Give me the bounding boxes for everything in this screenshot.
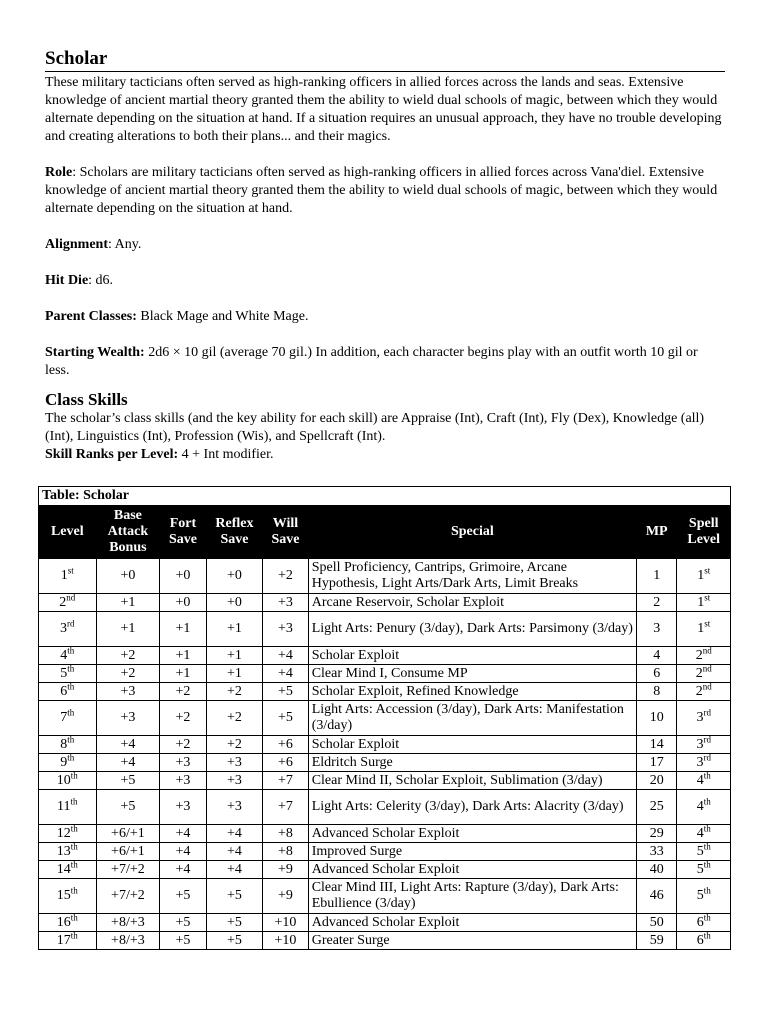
cell-special: Advanced Scholar Exploit: [308, 861, 636, 879]
cell-special: Scholar Exploit: [308, 647, 636, 665]
cell-will: +9: [263, 861, 308, 879]
cell-fort: +4: [160, 843, 206, 861]
cell-bab: +1: [96, 612, 160, 647]
cell-fort: +5: [160, 932, 206, 950]
table-row: [39, 701, 731, 736]
cell-level: 3rd: [39, 612, 97, 647]
cell-mp: 25: [637, 790, 677, 825]
page-title: Scholar: [45, 48, 725, 72]
cell-bab: +2: [96, 647, 160, 665]
cell-will: +3: [263, 594, 308, 612]
hit-die-label: Hit Die: [45, 273, 89, 288]
cell-special: Clear Mind II, Scholar Exploit, Sublimation (3/day): [308, 772, 636, 790]
cell-special: Light Arts: Accession (3/day), Dark Arts: Manifestation (3/day): [308, 701, 636, 736]
header-mp: MP: [637, 506, 677, 559]
alignment-paragraph: [45, 236, 725, 254]
hit-die-text: : d6.: [88, 273, 114, 288]
scholar-table: [38, 486, 731, 950]
cell-reflex: +1: [206, 647, 263, 665]
cell-mp: 59: [637, 932, 677, 950]
cell-fort: +1: [160, 612, 206, 647]
cell-spell-level: 5th: [677, 861, 731, 879]
cell-reflex: +4: [206, 825, 263, 843]
cell-special: Greater Surge: [308, 932, 636, 950]
cell-will: +5: [263, 683, 308, 701]
cell-level: 16th: [39, 914, 97, 932]
cell-will: +10: [263, 932, 308, 950]
cell-mp: 40: [637, 861, 677, 879]
table-row: [39, 683, 731, 701]
cell-bab: +0: [96, 559, 160, 594]
cell-spell-level: 6th: [677, 932, 731, 950]
cell-fort: +4: [160, 825, 206, 843]
cell-fort: +2: [160, 736, 206, 754]
cell-will: +6: [263, 736, 308, 754]
table-row: [39, 843, 731, 861]
class-skills-heading: Class Skills: [45, 390, 128, 409]
parent-classes-paragraph: [45, 308, 725, 326]
cell-level: 14th: [39, 861, 97, 879]
alignment-text: : Any.: [108, 237, 142, 252]
cell-reflex: +5: [206, 879, 263, 914]
cell-reflex: +1: [206, 612, 263, 647]
intro-paragraph: These military tacticians often served as high-ranking officers in allied forces across the lands and seas. Extensive knowledge of ancient martial theory granted them the ability to wield dual schools of magic, between which they would alternate depending on the situation at hand. If a situation requires an unusual approach, they have no trouble developing and creating alterations to both their plans... and their magics.: [45, 75, 722, 144]
cell-level: 7th: [39, 701, 97, 736]
cell-will: +6: [263, 754, 308, 772]
cell-mp: 6: [637, 665, 677, 683]
cell-level: 10th: [39, 772, 97, 790]
cell-reflex: +5: [206, 932, 263, 950]
cell-bab: +1: [96, 594, 160, 612]
cell-will: +4: [263, 665, 308, 683]
cell-level: 8th: [39, 736, 97, 754]
cell-reflex: +3: [206, 772, 263, 790]
table-row: [39, 594, 731, 612]
cell-reflex: +4: [206, 861, 263, 879]
cell-fort: +2: [160, 683, 206, 701]
table-row: [39, 825, 731, 843]
cell-reflex: +4: [206, 843, 263, 861]
hit-die-paragraph: [45, 272, 725, 290]
skill-ranks-paragraph: [45, 446, 725, 464]
cell-special: Eldritch Surge: [308, 754, 636, 772]
cell-fort: +5: [160, 914, 206, 932]
skill-ranks-label: Skill Ranks per Level:: [45, 447, 179, 462]
table-row: [39, 612, 731, 647]
cell-mp: 46: [637, 879, 677, 914]
cell-bab: +6/+1: [96, 843, 160, 861]
cell-spell-level: 1st: [677, 594, 731, 612]
cell-spell-level: 1st: [677, 559, 731, 594]
cell-fort: +0: [160, 559, 206, 594]
cell-will: +8: [263, 843, 308, 861]
cell-mp: 2: [637, 594, 677, 612]
parent-classes-label: Parent Classes:: [45, 309, 137, 324]
cell-bab: +8/+3: [96, 914, 160, 932]
cell-spell-level: 2nd: [677, 683, 731, 701]
cell-special: Spell Proficiency, Cantrips, Grimoire, Arcane Hypothesis, Light Arts/Dark Arts, Limit Breaks: [308, 559, 636, 594]
table-header-row: [39, 506, 731, 559]
starting-wealth-label: Starting Wealth:: [45, 345, 145, 360]
cell-bab: +3: [96, 683, 160, 701]
cell-fort: +3: [160, 754, 206, 772]
role-paragraph: [45, 164, 725, 218]
table-row: [39, 647, 731, 665]
table-row: [39, 754, 731, 772]
cell-bab: +3: [96, 701, 160, 736]
cell-level: 9th: [39, 754, 97, 772]
cell-mp: 29: [637, 825, 677, 843]
cell-level: 1st: [39, 559, 97, 594]
cell-level: 15th: [39, 879, 97, 914]
header-spell-level: Spell Level: [677, 506, 731, 559]
cell-reflex: +2: [206, 736, 263, 754]
parent-classes-text: Black Mage and White Mage.: [136, 309, 309, 324]
cell-spell-level: 1st: [677, 612, 731, 647]
cell-spell-level: 6th: [677, 914, 731, 932]
cell-level: 12th: [39, 825, 97, 843]
cell-will: +8: [263, 825, 308, 843]
cell-bab: +2: [96, 665, 160, 683]
cell-special: Advanced Scholar Exploit: [308, 914, 636, 932]
table-row: [39, 665, 731, 683]
cell-bab: +5: [96, 790, 160, 825]
table-row: [39, 559, 731, 594]
cell-level: 4th: [39, 647, 97, 665]
cell-fort: +4: [160, 861, 206, 879]
cell-fort: +1: [160, 647, 206, 665]
cell-level: 5th: [39, 665, 97, 683]
cell-will: +7: [263, 772, 308, 790]
header-reflex-save: Reflex Save: [206, 506, 263, 559]
cell-bab: +4: [96, 736, 160, 754]
cell-mp: 17: [637, 754, 677, 772]
cell-level: 17th: [39, 932, 97, 950]
table-row: [39, 914, 731, 932]
role-label: Role: [45, 165, 73, 180]
starting-wealth-paragraph: [45, 344, 725, 380]
role-text: : Scholars are military tacticians often served as high-ranking officers in allied forces across Vana'diel. Extensive knowledge of ancient martial theory granted them the ability to wield dual schools of magic, between which they would alternate depending on the situation at hand.: [45, 165, 718, 216]
cell-reflex: +2: [206, 683, 263, 701]
cell-special: Clear Mind III, Light Arts: Rapture (3/day), Dark Arts: Ebullience (3/day): [308, 879, 636, 914]
cell-spell-level: 4th: [677, 790, 731, 825]
cell-special: Clear Mind I, Consume MP: [308, 665, 636, 683]
cell-will: +3: [263, 612, 308, 647]
cell-spell-level: 3rd: [677, 736, 731, 754]
cell-spell-level: 2nd: [677, 647, 731, 665]
table-row: [39, 772, 731, 790]
cell-level: 6th: [39, 683, 97, 701]
cell-fort: +2: [160, 701, 206, 736]
cell-will: +5: [263, 701, 308, 736]
cell-bab: +7/+2: [96, 861, 160, 879]
cell-bab: +4: [96, 754, 160, 772]
cell-will: +4: [263, 647, 308, 665]
cell-special: Light Arts: Penury (3/day), Dark Arts: Parsimony (3/day): [308, 612, 636, 647]
document-page: [45, 48, 725, 464]
cell-fort: +1: [160, 665, 206, 683]
cell-special: Advanced Scholar Exploit: [308, 825, 636, 843]
cell-mp: 3: [637, 612, 677, 647]
cell-special: Scholar Exploit: [308, 736, 636, 754]
header-will-save: Will Save: [263, 506, 308, 559]
table-row: [39, 861, 731, 879]
cell-level: 11th: [39, 790, 97, 825]
cell-fort: +3: [160, 772, 206, 790]
skill-ranks-text: 4 + Int modifier.: [178, 447, 274, 462]
cell-fort: +3: [160, 790, 206, 825]
cell-mp: 10: [637, 701, 677, 736]
header-fort-save: Fort Save: [160, 506, 206, 559]
cell-spell-level: 2nd: [677, 665, 731, 683]
cell-spell-level: 5th: [677, 843, 731, 861]
cell-will: +2: [263, 559, 308, 594]
cell-spell-level: 4th: [677, 825, 731, 843]
cell-reflex: +2: [206, 701, 263, 736]
cell-mp: 8: [637, 683, 677, 701]
cell-spell-level: 4th: [677, 772, 731, 790]
cell-fort: +0: [160, 594, 206, 612]
cell-special: Improved Surge: [308, 843, 636, 861]
header-special: Special: [308, 506, 636, 559]
cell-level: 13th: [39, 843, 97, 861]
cell-level: 2nd: [39, 594, 97, 612]
table-row: [39, 879, 731, 914]
cell-reflex: +5: [206, 914, 263, 932]
table-row: [39, 736, 731, 754]
cell-bab: +5: [96, 772, 160, 790]
cell-spell-level: 5th: [677, 879, 731, 914]
cell-spell-level: 3rd: [677, 701, 731, 736]
cell-special: Arcane Reservoir, Scholar Exploit: [308, 594, 636, 612]
cell-mp: 50: [637, 914, 677, 932]
class-skills-text: The scholar’s class skills (and the key ability for each skill) are Appraise (Int), Craft (Int), Fly (Dex), Knowledge (all) (Int), Linguistics (Int), Profession (Wis), and Spellcraft (Int).: [45, 411, 705, 444]
cell-reflex: +3: [206, 790, 263, 825]
header-level: Level: [39, 506, 97, 559]
table-row: [39, 932, 731, 950]
cell-special: Scholar Exploit, Refined Knowledge: [308, 683, 636, 701]
cell-spell-level: 3rd: [677, 754, 731, 772]
table-caption: Table: Scholar: [39, 487, 731, 506]
cell-mp: 33: [637, 843, 677, 861]
cell-will: +7: [263, 790, 308, 825]
cell-mp: 20: [637, 772, 677, 790]
cell-mp: 14: [637, 736, 677, 754]
cell-bab: +7/+2: [96, 879, 160, 914]
cell-special: Light Arts: Celerity (3/day), Dark Arts: Alacrity (3/day): [308, 790, 636, 825]
cell-will: +10: [263, 914, 308, 932]
cell-bab: +8/+3: [96, 932, 160, 950]
cell-reflex: +3: [206, 754, 263, 772]
cell-mp: 4: [637, 647, 677, 665]
table-row: [39, 790, 731, 825]
cell-reflex: +0: [206, 559, 263, 594]
cell-fort: +5: [160, 879, 206, 914]
starting-wealth-text: 2d6 × 10 gil (average 70 gil.) In addition, each character begins play with an outfit worth 10 gil or less.: [45, 345, 698, 378]
header-base-attack-bonus: Base Attack Bonus: [96, 506, 160, 559]
cell-reflex: +1: [206, 665, 263, 683]
cell-mp: 1: [637, 559, 677, 594]
cell-will: +9: [263, 879, 308, 914]
cell-bab: +6/+1: [96, 825, 160, 843]
alignment-label: Alignment: [45, 237, 108, 252]
cell-reflex: +0: [206, 594, 263, 612]
